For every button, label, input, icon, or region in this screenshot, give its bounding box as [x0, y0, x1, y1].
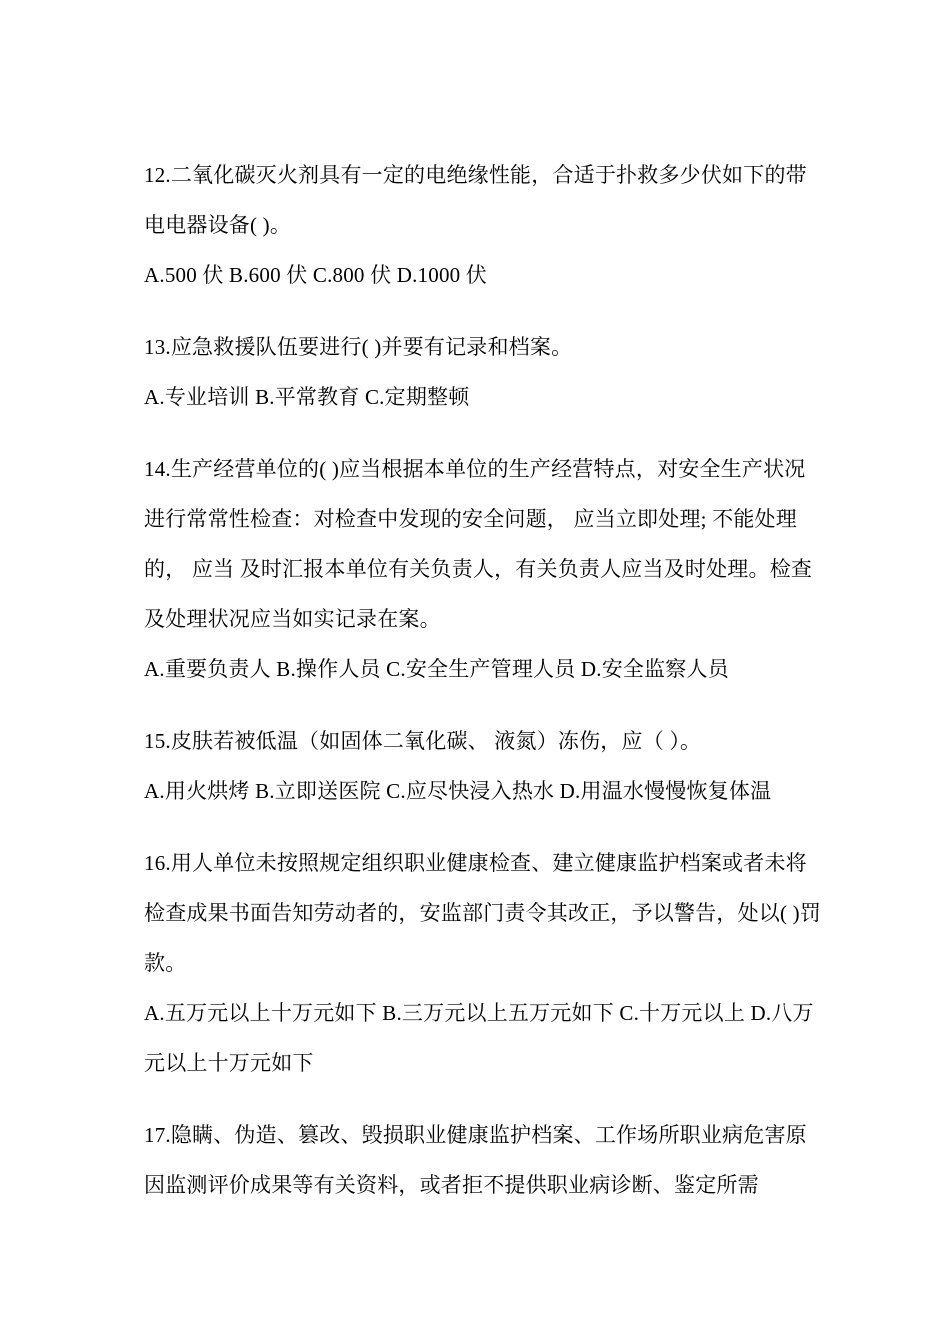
- document-page: [144, 150, 824, 1232]
- question-text: 13.应急救援队伍要进行( )并要有记录和档案。: [144, 335, 573, 359]
- question-options: A.五万元以上十万元如下 B.三万元以上五万元如下 C.十万元以上 D.八万元以上十万元如下: [144, 1001, 814, 1075]
- question-text: 12.二氧化碳灭火剂具有一定的电绝缘性能，合适于扑救多少伏如下的带电电器设备( )。: [144, 163, 807, 237]
- question-16: [144, 838, 824, 1088]
- question-text: 14.生产经营单位的( )应当根据本单位的生产经营特点，对安全生产状况进行常常性检查：对检查中发现的安全问题， 应当立即处理; 不能处理的， 应当 及时汇报本单位有关负责人，有关负责人应当及时处理。检查及处理状况应当如实记录在案。: [144, 457, 813, 631]
- question-text: 15.皮肤若被低温（如固体二氧化碳、 液氮）冻伤，应（ ）。: [144, 729, 702, 753]
- question-12: [144, 150, 824, 300]
- question-15: [144, 716, 824, 816]
- question-14: [144, 444, 824, 694]
- question-options: A.专业培训 B.平常教育 C.定期整顿: [144, 385, 470, 409]
- question-text: 16.用人单位未按照规定组织职业健康检查、建立健康监护档案或者未将检查成果书面告知劳动者的，安监部门责令其改正，予以警告，处以( )罚款。: [144, 851, 822, 975]
- question-options: A.500 伏 B.600 伏 C.800 伏 D.1000 伏: [144, 263, 487, 287]
- question-options: A.重要负责人 B.操作人员 C.安全生产管理人员 D.安全监察人员: [144, 657, 729, 681]
- question-text: 17.隐瞒、伪造、篡改、毁损职业健康监护档案、工作场所职业病危害原因监测评价成果等有关资料，或者拒不提供职业病诊断、鉴定所需: [144, 1123, 807, 1197]
- question-options: A.用火烘烤 B.立即送医院 C.应尽快浸入热水 D.用温水慢慢恢复体温: [144, 779, 772, 803]
- question-13: [144, 322, 824, 422]
- question-17: [144, 1110, 824, 1210]
